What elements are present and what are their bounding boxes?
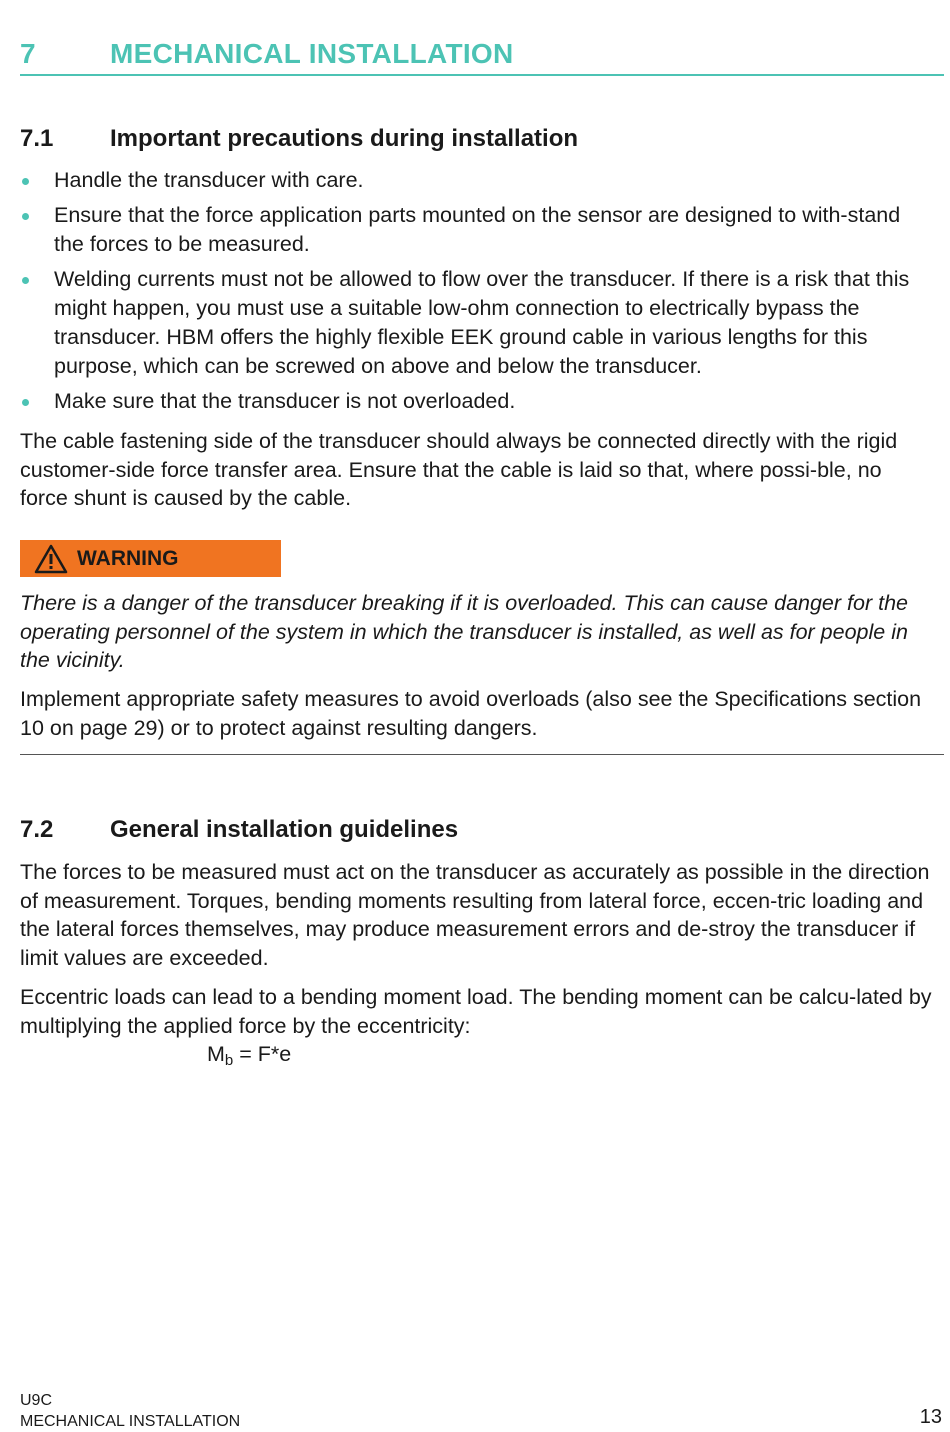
bending-moment-paragraph: Eccentric loads can lead to a bending moment load. The bending moment can be calcu-lated by multiplying the applied force by the eccentricity: — [20, 985, 932, 1038]
section-title: General installation guidelines — [110, 816, 459, 843]
list-item — [20, 265, 930, 381]
warning-label: WARNING — [77, 547, 179, 570]
list-item-text: Welding currents must not be allowed to flow over the transducer. If there is a risk that this might happen, you must use a suitable low-ohm connection to electrically bypass the transducer. HBM offers the highly flexible EEK ground cable in various lengths for this purpose, which can be screwed on above and below the transducer. — [54, 267, 910, 378]
footer-chapter-title: MECHANICAL INSTALLATION — [20, 1413, 241, 1430]
list-item-text: Handle the transducer with care. — [54, 168, 364, 192]
footer-product: U9C — [20, 1392, 53, 1409]
list-item — [20, 166, 930, 195]
section-title: Important precautions during installation — [110, 125, 579, 152]
section-number: 7.1 — [20, 125, 54, 152]
chapter-heading — [20, 36, 944, 76]
cable-paragraph: The cable fastening side of the transducer should always be connected directly with the rigid customer-side force transfer area. Ensure that the cable is laid so that, where possi-ble, no force shunt is caused by the cable. — [20, 429, 898, 510]
warning-text: There is a danger of the transducer breaking if it is overloaded. This can cause danger for the operating personnel of the system in which the transducer is installed, as well as for people in the vicinity. — [20, 591, 908, 672]
formula-rhs: = F*e — [233, 1042, 292, 1066]
list-item-text: Ensure that the force application parts mounted on the sensor are designed to with-stand the forces to be measured. — [54, 203, 901, 256]
section-number: 7.2 — [20, 816, 54, 843]
warning-triangle-icon — [34, 544, 68, 574]
list-item-text: Make sure that the transducer is not overloaded. — [54, 389, 516, 413]
footer-info — [20, 1390, 240, 1432]
warning-action-text: Implement appropriate safety measures to avoid overloads (also see the Specifications section 10 on page 29) or to protect against resulting dangers. — [20, 687, 922, 740]
page-number: 13 — [919, 1406, 942, 1428]
bullet-icon — [22, 213, 29, 220]
chapter-number: 7 — [20, 38, 36, 69]
list-item — [20, 201, 930, 259]
formula-symbol: M — [207, 1042, 225, 1066]
chapter-title: MECHANICAL INSTALLATION — [110, 38, 514, 69]
bending-moment-formula — [207, 1040, 291, 1075]
divider — [20, 754, 944, 755]
bullet-icon — [22, 399, 29, 406]
precautions-list — [20, 166, 930, 422]
formula-subscript: b — [224, 1052, 234, 1069]
list-item — [20, 387, 930, 416]
guidelines-paragraph: The forces to be measured must act on the transducer as accurately as possible in the direction of measurement. Torques, bending moments resulting from lateral force, eccen-tric loading and the lateral forces themselves, may produce measurement errors and de-stroy the transducer if limit values are exceeded. — [20, 860, 930, 970]
bullet-icon — [22, 277, 29, 284]
warning-banner — [20, 540, 281, 577]
bullet-icon — [22, 178, 29, 185]
